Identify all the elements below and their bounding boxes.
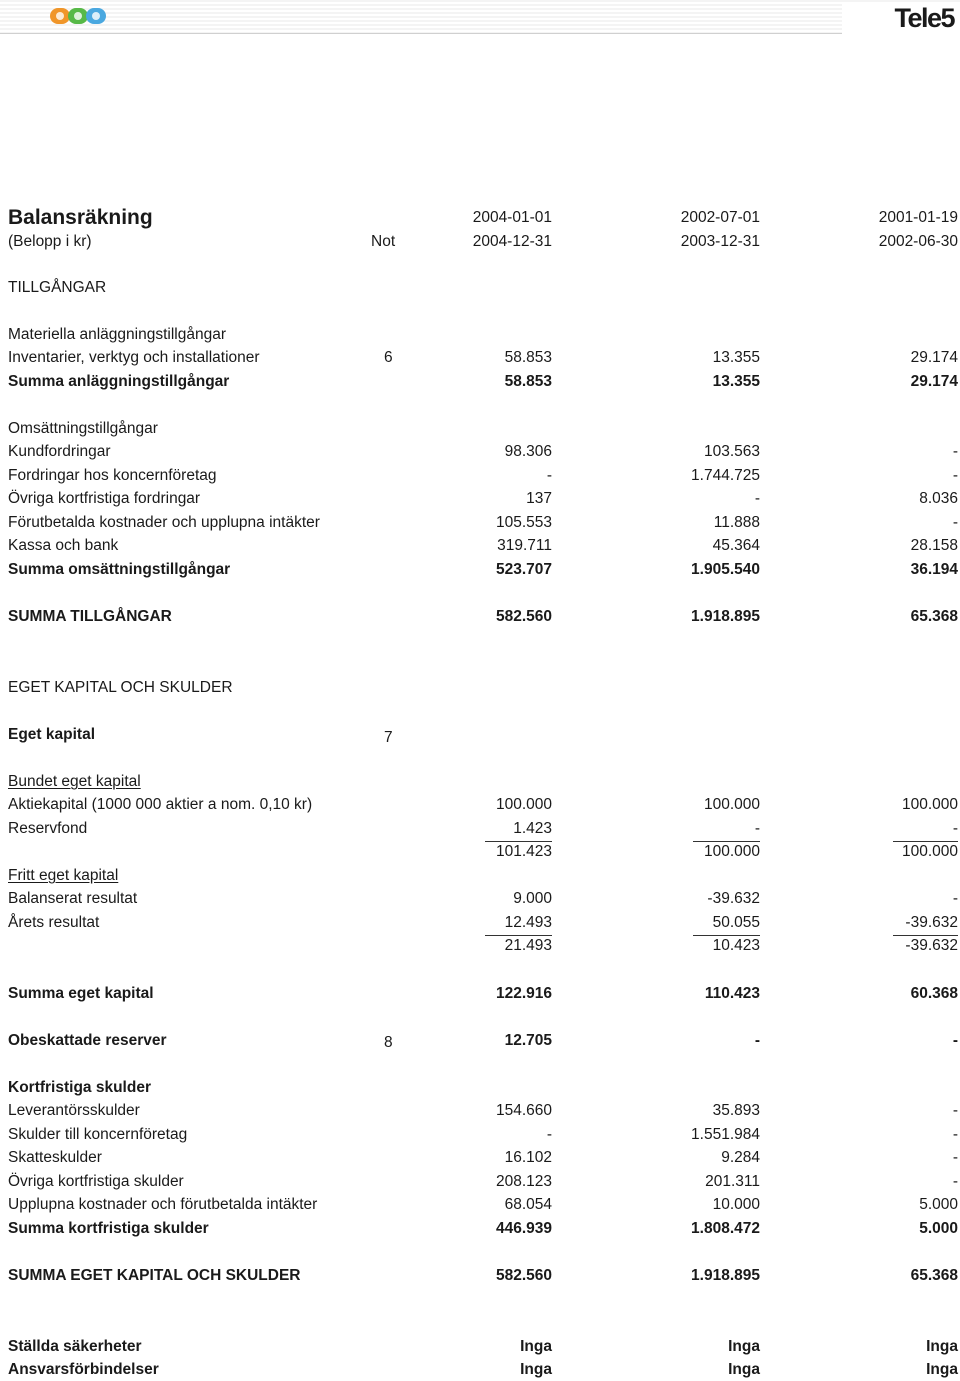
cell-value: 13.355 (712, 349, 760, 366)
cell-value: 8.036 (919, 490, 958, 507)
page-subtitle: (Belopp i kr) (8, 233, 92, 250)
sum-value: 13.355 (712, 373, 760, 390)
subtotal-row (0, 841, 960, 863)
cell-value: 105.553 (495, 514, 552, 531)
table-row (0, 1124, 960, 1146)
cell-value: 11.888 (713, 514, 760, 531)
total-label: SUMMA EGET KAPITAL OCH SKULDER (8, 1267, 301, 1284)
sum-value: 58.853 (504, 373, 552, 390)
sum-value: 60.368 (910, 985, 958, 1002)
table-row (0, 488, 960, 510)
cell-value: - (952, 1173, 958, 1190)
total-value: 65.368 (910, 608, 958, 625)
cell-value: 319.711 (497, 537, 552, 554)
untaxed-reserves-row (0, 1030, 960, 1052)
cell-value: 12.705 (504, 1032, 552, 1049)
row-label: Årets resultat (8, 914, 100, 931)
row-label: Fordringar hos koncernföretag (8, 467, 217, 484)
cell-value: 1.423 (513, 820, 552, 837)
cell-value: 12.493 (504, 914, 552, 931)
cell-value: 16.102 (504, 1149, 552, 1166)
sum-value: 36.194 (910, 561, 958, 578)
row-label: Obeskattade reserver (8, 1032, 167, 1049)
cell-value: - (952, 1032, 958, 1049)
row-label: Inventarier, verktyg och installationer (8, 349, 260, 366)
tele5-logo-text: Tele5 (894, 3, 954, 33)
sum-value: 523.707 (495, 561, 552, 578)
cell-value: - (952, 820, 958, 837)
period-3-end: 2002-06-30 (878, 233, 958, 250)
cell-value: 1.551.984 (691, 1126, 760, 1143)
sum-row (0, 1218, 960, 1240)
total-label: SUMMA TILLGÅNGAR (8, 608, 172, 625)
equity-heading: Eget kapital (8, 726, 95, 743)
subtotal-value: 100.000 (703, 843, 760, 860)
short-term-heading: Kortfristiga skulder (8, 1079, 151, 1096)
row-label: Förutbetalda kostnader och upplupna intäkter (8, 514, 320, 531)
cell-value: - (952, 1126, 958, 1143)
cell-value: - (952, 514, 958, 531)
cell-value: - (546, 1126, 552, 1143)
subtotal-value: 101.423 (495, 843, 552, 860)
assets-heading-row (0, 277, 960, 299)
sum-row (0, 983, 960, 1005)
header-stripes (0, 0, 960, 36)
cell-value: - (952, 1102, 958, 1119)
subtotal-value: -39.632 (905, 937, 958, 954)
sum-value: 1.808.472 (691, 1220, 760, 1237)
sum-value: 5.000 (919, 1220, 958, 1237)
table-row (0, 888, 960, 910)
row-label: Reservfond (8, 820, 88, 837)
row-label: Ställda säkerheter (8, 1338, 142, 1355)
equity-liabilities-heading: EGET KAPITAL OCH SKULDER (8, 679, 233, 696)
cell-value: - (754, 490, 760, 507)
row-label: Leverantörsskulder (8, 1102, 140, 1119)
table-row (0, 1100, 960, 1122)
cell-value: 154.660 (495, 1102, 552, 1119)
current-assets-heading-row (0, 418, 960, 440)
cell-value: 50.055 (712, 914, 760, 931)
cell-value: 9.000 (513, 890, 552, 907)
cell-value: 208.123 (495, 1173, 552, 1190)
tele5-logo (842, 2, 960, 34)
cell-value: Inga (926, 1361, 958, 1378)
subtotal-value: 21.493 (504, 937, 552, 954)
contingent-row (0, 1359, 960, 1381)
equity-liabilities-heading-row (0, 677, 960, 699)
sum-value: 29.174 (910, 373, 958, 390)
sum-row (0, 371, 960, 393)
sum-label: Summa eget kapital (8, 985, 154, 1002)
assets-heading: TILLGÅNGAR (8, 279, 107, 296)
row-label: Skulder till koncernföretag (8, 1126, 188, 1143)
cell-value: 103.563 (703, 443, 760, 460)
cell-value: - (952, 890, 958, 907)
sum-label: Summa anläggningstillgångar (8, 373, 230, 390)
cell-value: -39.632 (707, 890, 760, 907)
cell-value: 28.158 (910, 537, 958, 554)
cell-value: Inga (520, 1338, 552, 1355)
colorful-pill-logo-icon (50, 7, 106, 25)
table-row (0, 441, 960, 463)
sum-label: Summa omsättningstillgångar (8, 561, 231, 578)
total-row (0, 1265, 960, 1287)
cell-value: 9.284 (721, 1149, 760, 1166)
period-2-end: 2003-12-31 (680, 233, 760, 250)
cell-value: 68.054 (504, 1196, 552, 1213)
header-divider (0, 33, 960, 34)
sum-value: 110.423 (704, 985, 760, 1002)
row-label: Skatteskulder (8, 1149, 102, 1166)
header-bar (0, 0, 960, 36)
subtotal-value: 10.423 (712, 937, 760, 954)
fixed-assets-heading-row (0, 324, 960, 346)
restricted-equity-heading: Bundet eget kapital (8, 773, 141, 790)
table-row (0, 535, 960, 557)
row-label: Kassa och bank (8, 537, 119, 554)
note-ref: 8 (384, 1034, 393, 1051)
table-row (0, 818, 960, 840)
current-assets-heading: Omsättningstillgångar (8, 420, 158, 437)
row-label: Balanserat resultat (8, 890, 138, 907)
restricted-equity-heading-row (0, 771, 960, 793)
total-value: 65.368 (910, 1267, 958, 1284)
cell-value: - (754, 1032, 760, 1049)
cell-value: - (952, 467, 958, 484)
total-value: 582.560 (495, 608, 552, 625)
cell-value: 1.744.725 (691, 467, 760, 484)
cell-value: 100.000 (901, 796, 958, 813)
sum-value: 122.916 (495, 985, 552, 1002)
short-term-heading-row (0, 1077, 960, 1099)
cell-value: 58.853 (504, 349, 552, 366)
table-row (0, 347, 960, 369)
pledged-row (0, 1336, 960, 1358)
cell-value: 98.306 (504, 443, 552, 460)
subtotal-value: 100.000 (901, 843, 958, 860)
period-1-start: 2004-01-01 (472, 209, 552, 226)
subtitle-row (0, 231, 960, 253)
row-label: Ansvarsförbindelser (8, 1361, 159, 1378)
total-value: 1.918.895 (691, 1267, 760, 1284)
note-ref: 6 (384, 349, 393, 366)
table-row (0, 1147, 960, 1169)
cell-value: - (952, 1149, 958, 1166)
table-row (0, 1171, 960, 1193)
cell-value: Inga (728, 1361, 760, 1378)
cell-value: 137 (526, 490, 552, 507)
cell-value: 35.893 (712, 1102, 760, 1119)
note-ref: 7 (384, 729, 393, 746)
cell-value: - (754, 820, 760, 837)
row-label: Övriga kortfristiga skulder (8, 1173, 184, 1190)
period-3-start: 2001-01-19 (878, 209, 958, 226)
sum-row (0, 559, 960, 581)
row-label: Kundfordringar (8, 443, 111, 460)
table-row (0, 512, 960, 534)
table-row (0, 912, 960, 934)
row-label: Övriga kortfristiga fordringar (8, 490, 201, 507)
cell-value: Inga (520, 1361, 552, 1378)
total-row (0, 606, 960, 628)
cell-value: - (546, 467, 552, 484)
cell-value: - (952, 443, 958, 460)
equity-heading-row (0, 724, 960, 746)
cell-value: 201.311 (705, 1173, 760, 1190)
cell-value: Inga (728, 1338, 760, 1355)
cell-value: 10.000 (712, 1196, 760, 1213)
total-value: 582.560 (495, 1267, 552, 1284)
total-value: 1.918.895 (691, 608, 760, 625)
page-title: Balansräkning (8, 206, 153, 229)
not-header: Not (371, 233, 396, 250)
table-row (0, 1194, 960, 1216)
free-equity-heading: Fritt eget kapital (8, 867, 119, 884)
cell-value: 5.000 (919, 1196, 958, 1213)
title-row (0, 205, 960, 231)
cell-value: Inga (926, 1338, 958, 1355)
cell-value: 100.000 (703, 796, 760, 813)
free-equity-heading-row (0, 865, 960, 887)
subtotal-row (0, 935, 960, 957)
sum-value: 1.905.540 (691, 561, 760, 578)
sum-label: Summa kortfristiga skulder (8, 1220, 209, 1237)
cell-value: -39.632 (905, 914, 958, 931)
period-2-start: 2002-07-01 (680, 209, 760, 226)
table-row (0, 465, 960, 487)
sum-value: 446.939 (495, 1220, 552, 1237)
table-row (0, 794, 960, 816)
cell-value: 100.000 (495, 796, 552, 813)
period-1-end: 2004-12-31 (472, 233, 552, 250)
row-label: Upplupna kostnader och förutbetalda intäkter (8, 1196, 318, 1213)
row-label: Aktiekapital (1000 000 aktier a nom. 0,10 kr) (8, 796, 313, 813)
cell-value: 45.364 (712, 537, 760, 554)
fixed-assets-heading: Materiella anläggningstillgångar (8, 326, 226, 343)
cell-value: 29.174 (910, 349, 958, 366)
